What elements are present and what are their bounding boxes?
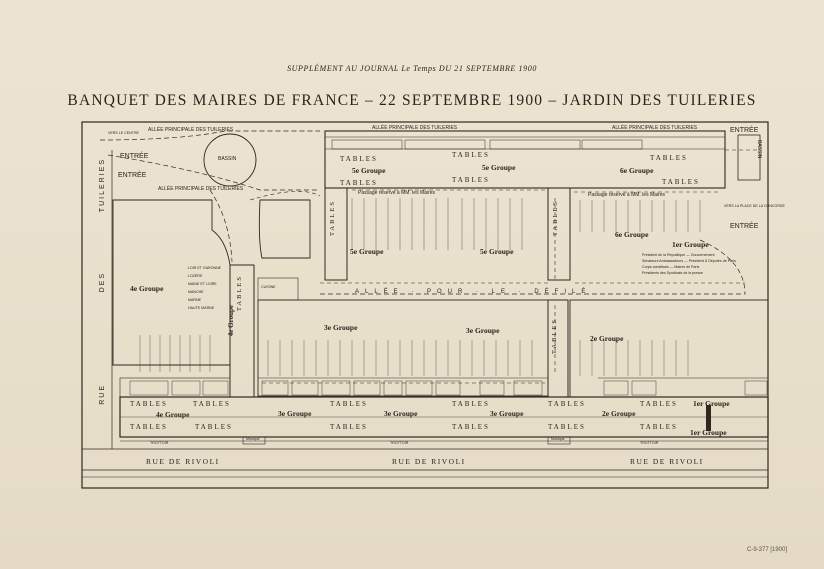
plan-border [82,122,768,488]
musique-right: Musique [551,437,565,441]
label-allee-principale-mid: ALLÉE PRINCIPALE DES TUILERIES [158,186,244,192]
tables-bottom-2: TABLES [193,400,231,408]
group-3-bottom-1: 3e Groupe [278,409,312,418]
tables-bottom-8: TABLES [195,423,233,431]
group-5-top: 5e Groupe [482,163,516,172]
group-1-bottom-1: 1er Groupe [693,399,730,408]
group-5-mid-left: 5e Groupe [350,247,384,256]
tables-bottom-9: TABLES [330,423,368,431]
rue-de-rivoli-1: RUE DE RIVOLI [146,457,220,466]
label-cuisine-top: CUISINE [261,285,276,289]
label-vers-le-centre: VERS LE CENTRE [108,131,139,135]
tables-top-3: TABLES [650,154,688,162]
tables-top-1: TABLES [340,155,378,163]
map-title: BANQUET DES MAIRES DE FRANCE – 22 SEPTEMBRE 1900 – JARDIN DES TUILERIES [67,92,757,109]
tables-vertical-left: TABLES [236,275,243,312]
group-6-mid: 6e Groupe [615,230,649,239]
group-5-mid: 5e Groupe [480,247,514,256]
supplement-header: SUPPLÉMENT AU JOURNAL Le Temps DU 21 SEPTEMBRE 1900 [287,64,537,73]
label-passage-maires-1: Passage réservé à MM. les Maires [358,190,435,196]
label-tuileries-vertical: TUILERIES [99,158,106,213]
group-1-line-1: Président de la République — Gouvernement [642,253,715,257]
group-2-bottom: 2e Groupe [602,409,636,418]
group-3-central-left: 3e Groupe [324,323,358,332]
tables-top-6: TABLES [662,178,700,186]
dept-g4-5: MARNE [188,298,201,302]
label-des-vertical: DES [99,272,106,293]
garden-right [259,200,310,258]
dept-g4-3: MAINE ET LOIRE [188,282,217,286]
tables-bottom-5: TABLES [548,400,586,408]
dept-g4-6: HAUTE MARNE [188,306,215,310]
group-5-top-left: 5e Groupe [352,166,386,175]
trottoir-1: TROTTOIR [150,441,169,445]
group-1-mid: 1er Groupe [672,240,709,249]
tables-vertical-mid-1: TABLES [329,200,336,237]
label-rue-vertical: RUE [99,384,106,405]
trottoir-3: TROTTOIR [640,441,659,445]
group-1-line-2: Sénateurs Ambassadeurs — Président & Députés de Paris [642,259,736,263]
tables-bottom-6: TABLES [640,400,678,408]
label-entree-3: ENTRÉE [730,127,759,134]
group-1-bottom-2: 1er Groupe [690,428,727,437]
group-3-bottom-3: 3e Groupe [490,409,524,418]
label-allee-principale-top-right: ALLÉE PRINCIPALE DES TUILERIES [612,125,698,131]
tables-top-5: TABLES [452,176,490,184]
group-3-central-right: 3e Groupe [466,326,500,335]
group-1-line-3: Corps constitués — Maires de Paris [642,265,700,269]
dept-g4-4: MANCHE [188,290,204,294]
group-2-right: 2e Groupe [590,334,624,343]
tables-vertical-mid-3: TABLES [551,318,558,355]
tables-bottom-7: TABLES [130,423,168,431]
rue-de-rivoli-2: RUE DE RIVOLI [392,457,466,466]
tables-bottom-4: TABLES [452,400,490,408]
tables-bottom-12: TABLES [640,423,678,431]
label-bassin: BASSIN [218,156,237,162]
label-vers-la-place: VERS LA PLACE DE LA CONCORDE [724,204,785,208]
tables-bottom-11: TABLES [548,423,586,431]
label-bassin-right: BASSIN [756,140,762,159]
label-entree-1: ENTRÉE [120,153,149,160]
group-6-top: 6e Groupe [620,166,654,175]
trottoir-2: TROTTOIR [390,441,409,445]
tables-top-2: TABLES [452,151,490,159]
group-1-line-4: Présidents des Syndicats de la presse [642,271,703,275]
label-allee-principale-top-left: ALLÉE PRINCIPALE DES TUILERIES [148,127,234,133]
label-entree-2: ENTRÉE [118,172,147,179]
dept-g4-2: LOZÈRE [188,274,203,278]
group-3-bottom-2: 3e Groupe [384,409,418,418]
label-entree-4: ENTRÉE [730,223,759,230]
group-4-left: 4e Groupe [130,284,164,293]
tables-bottom-1: TABLES [130,400,168,408]
archive-stamp: C-9-377 [1900] [747,547,788,553]
group-4-vertical: 4e Groupe [227,305,235,337]
label-allee-principale-top: ALLÉE PRINCIPALE DES TUILERIES [372,125,458,131]
dept-g4-1: LOIR ET GARONNE [188,266,222,270]
rue-de-rivoli-3: RUE DE RIVOLI [630,457,704,466]
tables-bottom-3: TABLES [330,400,368,408]
tables-top-4: TABLES [340,179,378,187]
label-passage-maires-2: Passage réservé à MM. les Maires [588,192,665,198]
tables-bottom-10: TABLES [452,423,490,431]
group-4-bottom: 4e Groupe [156,410,190,419]
label-allee-defile: ALLÉE · POUR · LE · DÉFILÉ [355,289,592,295]
tables-vertical-mid-2: TABLES [552,200,559,237]
musique-left: Musique [246,437,260,441]
